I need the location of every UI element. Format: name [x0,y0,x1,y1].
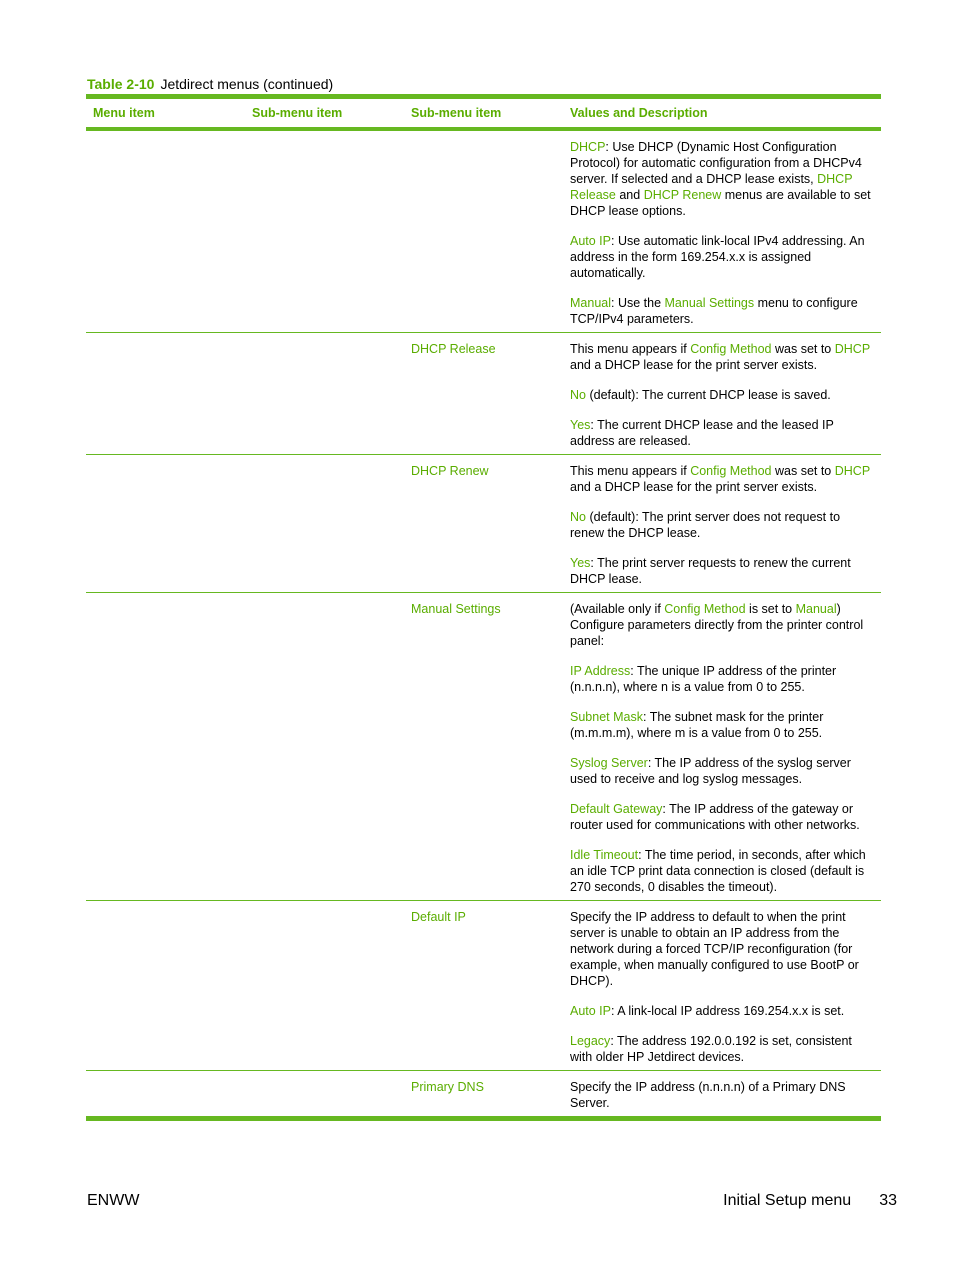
header-sub-menu-item-2: Sub-menu item [411,106,502,120]
cell-description: (Available only if Config Method is set to Manual) Configure parameters directly from the printer control panel: IP Address: The unique IP address of the printer (n.n.n.n), where n is a value from 0 to 255. Subnet Mask: The subnet mask for the printer (m.m.m.m), where m is a value from 0 to 255. Syslog Server: The IP address of the syslog server used to receive and log syslog messages. Default Gateway: The IP address of the gateway or router used for communications with other networks. Idle Timeout: The time period, in seconds, after which an idle TCP print data connection is closed (default is 270 seconds, 0 disables the timeout). [570,602,866,894]
table-row-manual-settings [86,593,881,901]
cell-description: Specify the IP address (n.n.n.n) of a Primary DNS Server. [570,1080,846,1110]
sub-menu-manual-settings: Manual Settings [411,602,501,616]
cell-sub-menu-item-2 [404,139,563,327]
cell-description: This menu appears if Config Method was set to DHCP and a DHCP lease for the print server exists. No (default): The print server does not request to renew the DHCP lease. Yes: The print server requests to renew the current DHCP lease. [570,464,870,586]
footer-section [723,1192,897,1210]
table-caption [87,75,333,93]
table-row-dhcp-renew [86,455,881,593]
cell-sub-menu-item [245,139,404,327]
footer-enww: ENWW [87,1192,140,1209]
table-row-dhcp-release [86,333,881,455]
header-values-description: Values and Description [570,106,708,120]
sub-menu-primary-dns: Primary DNS [411,1080,484,1094]
description-auto-ip: Auto IP: Use automatic link-local IPv4 addressing. An address in the form 169.254.x.x is assigned automatically. [570,234,865,280]
jetdirect-menus-table [86,94,881,1121]
table-bottom-rule [86,1116,881,1121]
description-manual: Manual: Use the Manual Settings menu to configure TCP/IPv4 parameters. [570,296,858,326]
cell-description: Specify the IP address to default to when the print server is unable to obtain an IP address from the network during a forced TCP/IP reconfiguration (for example, when manually configured to use BootP or DHCP). Auto IP: A link-local IP address 169.254.x.x is set. Legacy: The address 192.0.0.192 is set, consistent with older HP Jetdirect devices. [570,910,859,1064]
cell-description: This menu appears if Config Method was set to DHCP and a DHCP lease for the print server exists. No (default): The current DHCP lease is saved. Yes: The current DHCP lease and the leased IP address are released. [570,342,870,448]
description-dhcp: DHCP: Use DHCP (Dynamic Host Configuration Protocol) for automatic configuration from a DHCPv4 server. If selected and a DHCP lease exists, DHCP Release and DHCP Renew menus are available to set DHCP lease options. [570,140,871,218]
sub-menu-dhcp-renew: DHCP Renew [411,464,489,478]
footer-section-title: Initial Setup menu [723,1192,852,1209]
cell-description [563,139,881,327]
header-sub-menu-item-1: Sub-menu item [252,106,343,120]
table-number: Table 2-10 [87,76,155,92]
header-menu-item: Menu item [93,106,155,120]
page-number: 33 [879,1192,897,1209]
cell-menu-item [86,139,245,327]
table-row-primary-dns [86,1071,881,1115]
sub-menu-dhcp-release: DHCP Release [411,342,496,356]
table-row-default-ip [86,901,881,1071]
table-row-config-method-values [86,131,881,333]
sub-menu-default-ip: Default IP [411,910,466,924]
table-header [86,99,881,127]
table-title: Jetdirect menus (continued) [160,76,334,92]
